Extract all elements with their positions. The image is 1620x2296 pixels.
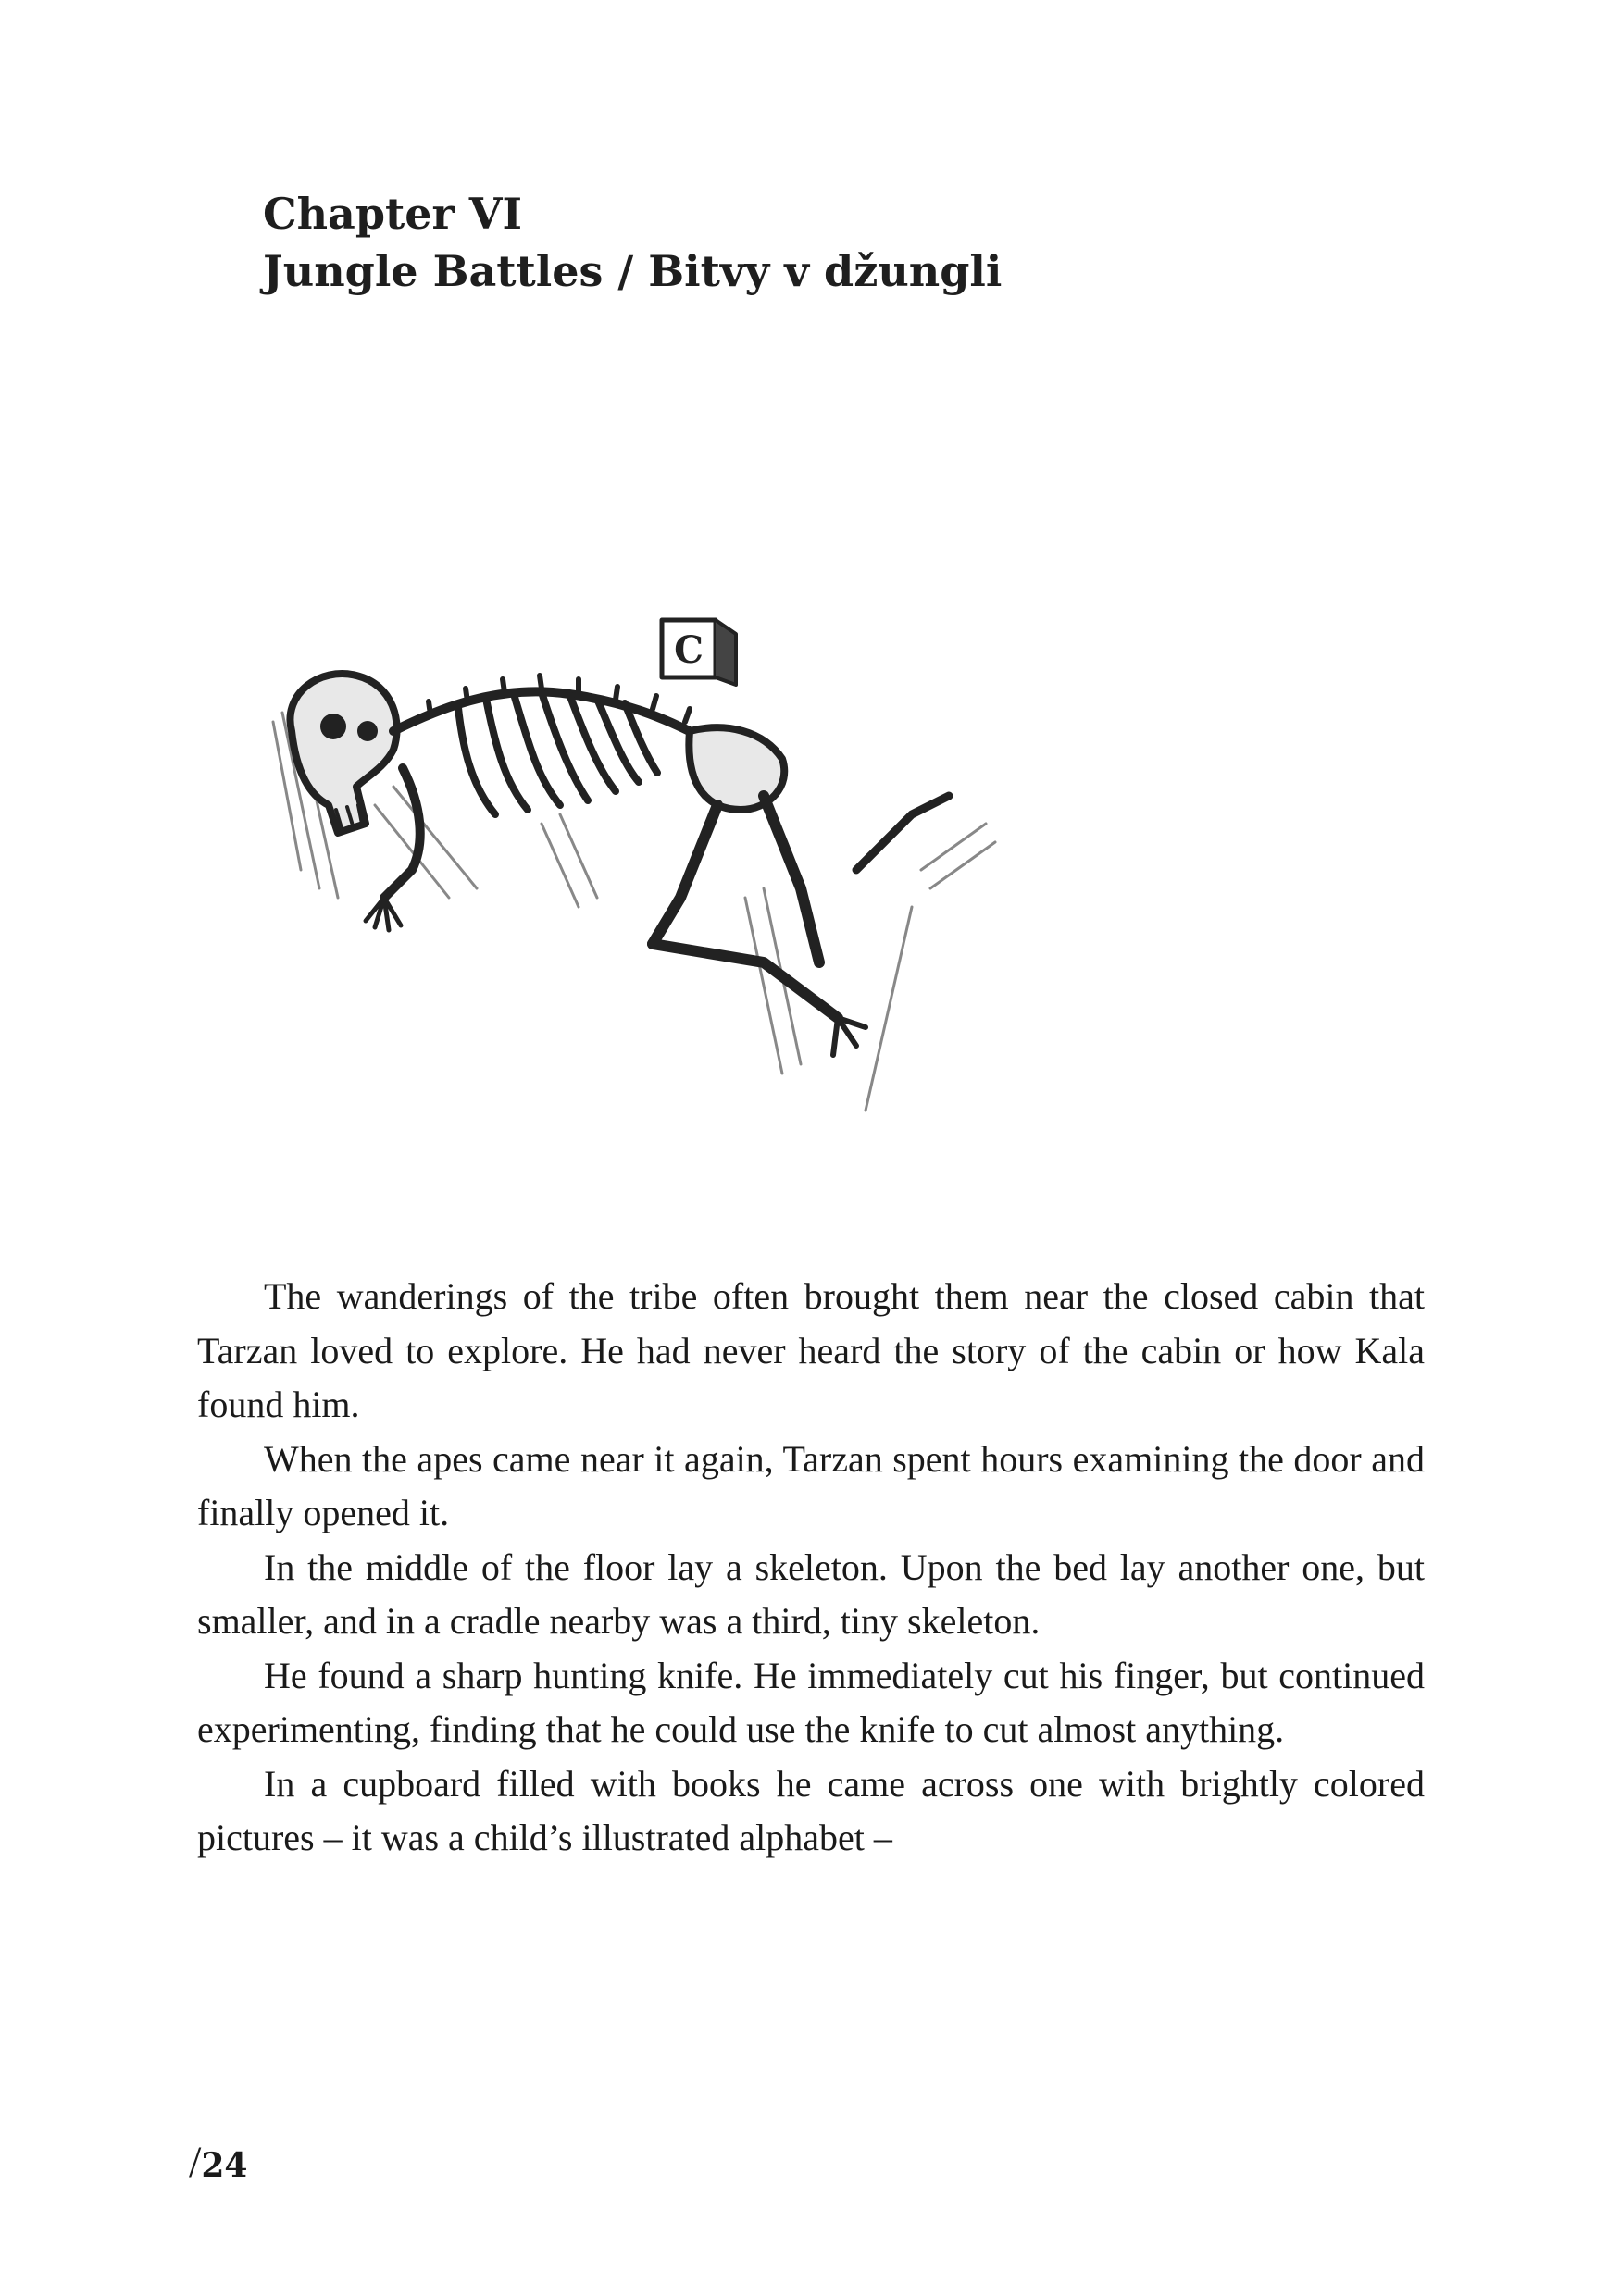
paragraph: In a cupboard filled with books he came across one with brightly colored pictures – it was a child’s illustrated alphabet – [197,1762,1425,1858]
page-number-value: 24 [201,2146,248,2185]
body-text [197,1270,1425,1866]
paragraph: When the apes came near it again, Tarzan spent hours examining the door and finally opened it. [197,1437,1425,1533]
paragraph: In the middle of the floor lay a skeleton. Upon the bed lay another one, but smaller, and in a cradle nearby was a third, tiny skeleton. [197,1545,1425,1642]
paragraph: The wanderings of the tribe often brought them near the closed cabin that Tarzan loved to explore. He had never heard the story of the cabin or how Kala found him. [197,1275,1425,1425]
page-number [189,2140,247,2189]
paragraph: He found a sharp hunting knife. He immediately cut his finger, but continued experimenting, finding that he could use the knife to cut almost anything. [197,1654,1425,1750]
chapter-heading [263,185,1002,300]
chapter-title: Jungle Battles / Bitvy v džungli [263,246,1003,296]
folio-slash: / [189,2138,202,2187]
chapter-number: Chapter VI [263,189,522,239]
block-letter: C [674,628,704,672]
skeleton-illustration [264,592,1032,1166]
